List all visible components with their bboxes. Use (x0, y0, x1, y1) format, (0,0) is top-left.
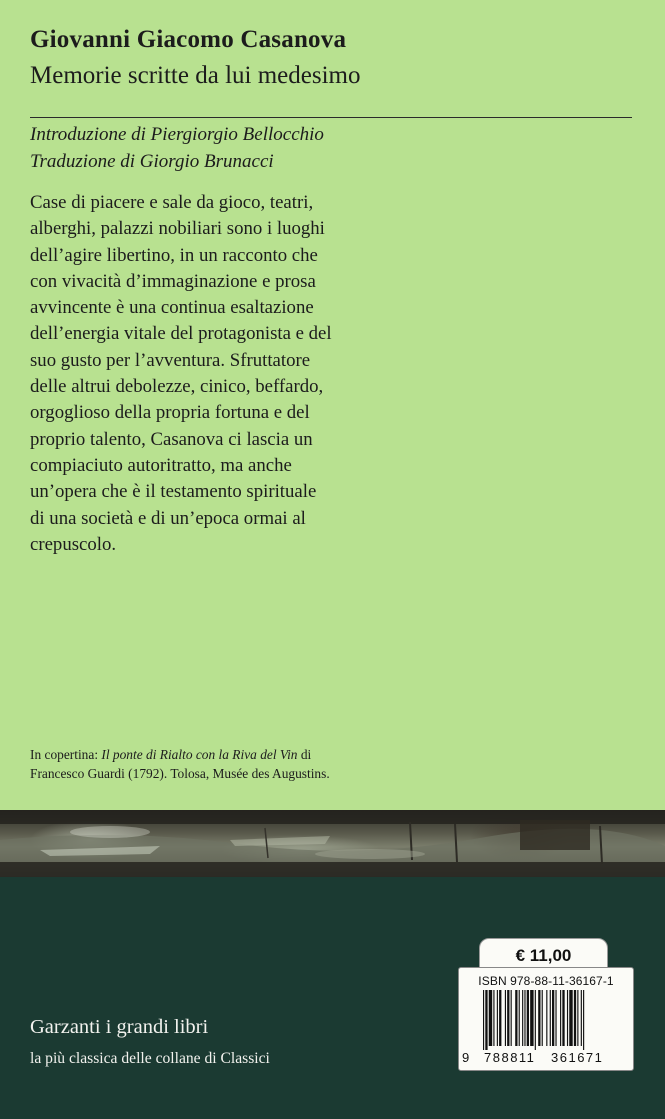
barcode-bar (562, 990, 564, 1046)
blurb-line: un’opera che è il testamento spirituale (30, 481, 317, 503)
barcode-bar (560, 990, 561, 1046)
book-title: Memorie scritte da lui medesimo (30, 62, 361, 89)
barcode-bar (485, 990, 487, 1050)
cover-artwork-title: Il ponte di Rialto con la Riva del Vin (101, 747, 298, 762)
cover-credit-prefix: In copertina: (30, 747, 102, 762)
barcode-bar (519, 990, 520, 1046)
price-tag: € 11,00 (479, 938, 608, 974)
barcode-bar (505, 990, 506, 1046)
barcode-bar (583, 990, 584, 1050)
blurb-line: compiaciuto autoritratto, ma anche (30, 454, 292, 476)
barcode-bar (546, 990, 547, 1046)
author-name: Giovanni Giacomo Casanova (30, 26, 347, 53)
painting-detail-image (0, 810, 665, 877)
barcode-bar (493, 990, 494, 1046)
barcode-bar (555, 990, 556, 1046)
ean-left-digits: 788811 (484, 1050, 536, 1065)
cover-credit-suffix: di (297, 747, 312, 762)
barcode-bar (511, 990, 512, 1046)
painting-strip (0, 810, 665, 877)
barcode-bar (522, 990, 523, 1046)
barcode-bar (552, 990, 554, 1046)
barcode-icon (469, 990, 623, 1050)
barcode-bar (569, 990, 572, 1046)
barcode-bar (550, 990, 551, 1046)
barcode-bar (574, 990, 576, 1046)
blurb-text (30, 190, 450, 558)
blurb-line: proprio talento, Casanova ci lascia un (30, 428, 313, 450)
blurb-line: alberghi, palazzi nobiliari sono i luoghi (30, 218, 325, 240)
barcode-label (458, 967, 634, 1071)
blurb-line: delle altrui debolezze, cinico, beffardo, (30, 376, 324, 398)
barcode-bar (507, 990, 509, 1046)
series-tagline: la più classica delle collane di Classici (30, 1050, 270, 1067)
ean-first-digit: 9 (462, 1050, 470, 1065)
introduction-credit: Introduzione di Piergiorgio Bellocchio (30, 124, 324, 145)
barcode-bar (483, 990, 484, 1050)
barcode-bar (527, 990, 529, 1046)
blurb-line: crepuscolo. (30, 533, 117, 555)
barcode-bar (497, 990, 498, 1046)
blurb-line: orgoglioso della propria fortuna e del (30, 402, 310, 424)
cover-image-credit (30, 745, 330, 783)
barcode-bar (499, 990, 501, 1046)
isbn-number: ISBN 978-88-11-36167-1 (478, 974, 614, 988)
barcode-bar (489, 990, 492, 1046)
barcode-bar (567, 990, 568, 1046)
blurb-line: avvincente è una continua esaltazione (30, 297, 314, 319)
series-name: Garzanti i grandi libri (30, 1016, 209, 1038)
barcode-bar (538, 990, 540, 1046)
barcode-bar (535, 990, 536, 1050)
cover-credit-line-2: Francesco Guardi (1792). Tolosa, Musée des Augustins. (30, 766, 330, 781)
barcode-bar (515, 990, 517, 1046)
blurb-line: di una società e di un’epoca ormai al (30, 507, 306, 529)
blurb-line: con vivacità d’immaginazione e prosa (30, 270, 316, 292)
blurb-line: Case di piacere e sale da gioco, teatri, (30, 192, 314, 213)
ean-right-digits: 361671 (551, 1050, 604, 1065)
barcode-bar (530, 990, 533, 1046)
translation-credit: Traduzione di Giorgio Brunacci (30, 151, 274, 172)
blurb-line: suo gusto per l’avventura. Sfruttatore (30, 349, 311, 371)
barcode-bar (542, 990, 543, 1046)
title-divider (30, 117, 632, 118)
cover-credit-line-1 (30, 745, 330, 764)
blurb-line: dell’energia vitale del protagonista e del (30, 323, 332, 345)
barcode-bar (524, 990, 525, 1046)
blurb-line: dell’agire libertino, in un racconto che (30, 244, 318, 266)
barcode-bar (581, 990, 582, 1046)
barcode-bar (577, 990, 578, 1046)
